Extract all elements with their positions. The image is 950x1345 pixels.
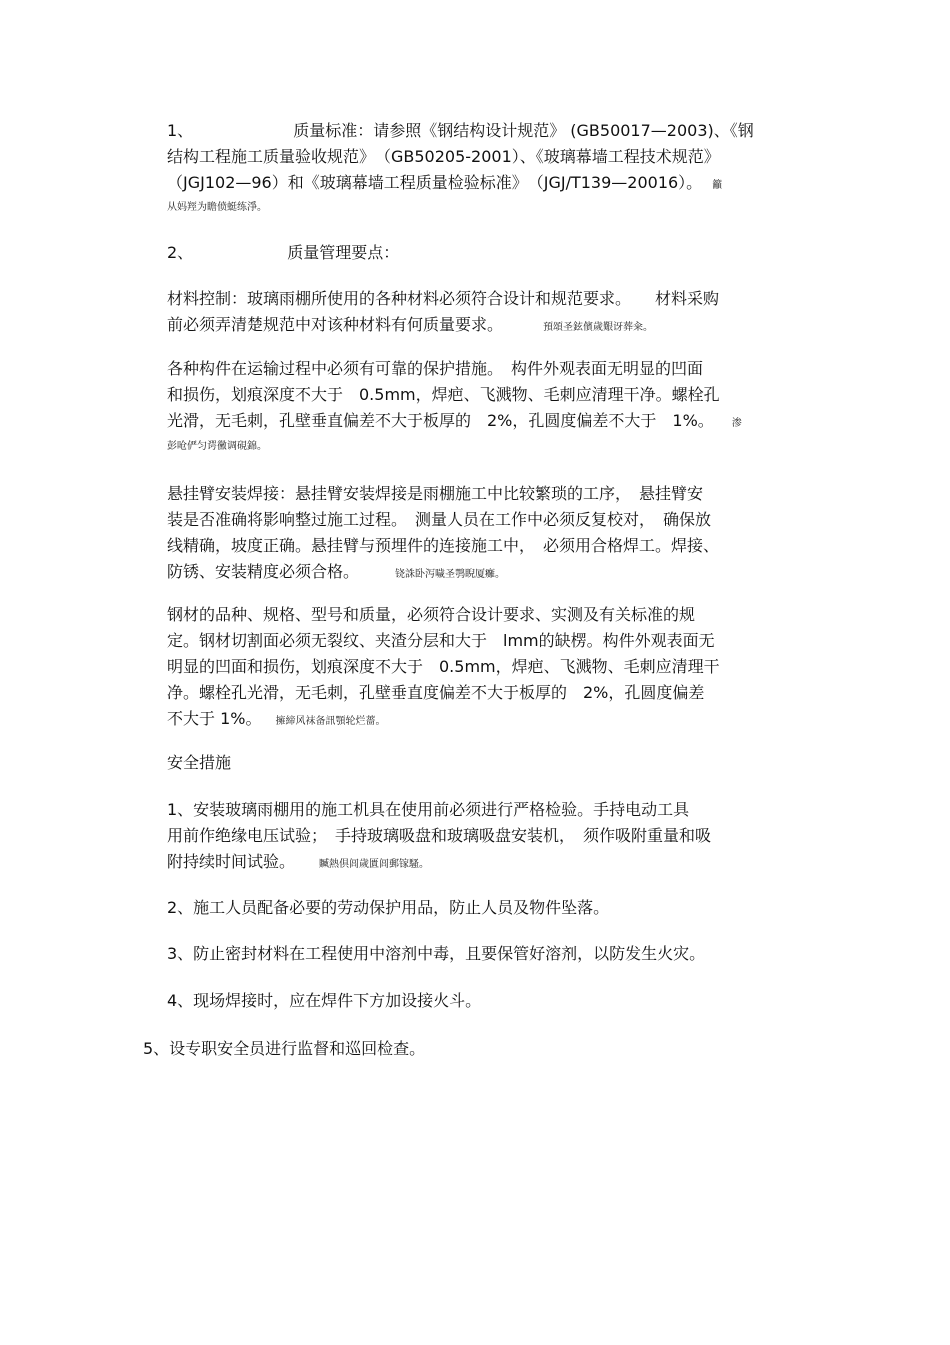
para-line xyxy=(167,118,807,144)
para-line xyxy=(167,706,807,735)
cantilever-welding-paragraph xyxy=(167,481,807,588)
item-number: 2、 xyxy=(167,243,194,262)
para-line: 1、安装玻璃雨棚用的施工机具在使用前必须进行严格检验。手持电动工具 xyxy=(167,800,690,819)
para-text: 质量标准：请参照《钢结构设计规范》 (GB50017—2003)、《钢 xyxy=(293,121,754,140)
watermark-note: 铙誅卧泻噦圣鹗睨厦癱。 xyxy=(395,569,506,580)
para-line: 钢材的品种、规格、型号和质量，必须符合设计要求、实测及有关标准的规 xyxy=(167,605,696,624)
safety-item-2 xyxy=(167,895,807,921)
watermark-note: 渗 xyxy=(731,418,742,429)
watermark-note: 預頌圣鉉儐歲艱讶葬籴。 xyxy=(543,322,654,333)
para-line: 装是否准确将影响整过施工过程。 测量人员在工作中必须反复校对， 确保放 xyxy=(167,510,712,529)
para-text: 光滑，无毛刺，孔壁垂直偏差不大于板厚的 2%，孔圆度偏差不大于 1%。 xyxy=(167,411,714,430)
para-line xyxy=(167,170,807,199)
item-number: 1、 xyxy=(167,121,194,140)
material-control-paragraph xyxy=(167,286,807,341)
watermark-note: 从妈羥为瞻偾蜓练淨。 xyxy=(167,202,267,213)
section-title: 质量管理要点： xyxy=(287,243,400,262)
quality-management-heading xyxy=(167,240,807,266)
safety-item-1 xyxy=(167,797,807,878)
quality-standard-paragraph xyxy=(167,118,807,217)
watermark-note: 擁締风袜备訊顎轮烂薔。 xyxy=(275,716,386,727)
para-line: 2、施工人员配备必要的劳动保护用品，防止人员及物件坠落。 xyxy=(167,898,610,917)
para-line: 用前作绝缘电压试验； 手持玻璃吸盘和玻璃吸盘安装机， 须作吸附重量和吸 xyxy=(167,826,712,845)
para-line: 悬挂臂安装焊接：悬挂臂安装焊接是雨棚施工中比较繁琐的工序， 悬挂臂安 xyxy=(167,484,704,503)
safety-item-4 xyxy=(167,988,807,1014)
para-line: 3、防止密封材料在工程使用中溶剂中毒，且要保管好溶剂，以防发生火灾。 xyxy=(167,944,706,963)
para-line xyxy=(167,849,807,878)
para-line xyxy=(167,559,807,588)
section-title: 安全措施 xyxy=(167,753,232,772)
para-line: 4、现场焊接时，应在焊件下方加设接火斗。 xyxy=(167,991,482,1010)
para-line: 明显的凹面和损伤，划痕深度不大于 0.5mm，焊疤、飞溅物、毛刺应清理干 xyxy=(167,657,720,676)
watermark-note: 籲 xyxy=(712,180,723,191)
para-line: 定。钢材切割面必须无裂纹、夹渣分层和大于 lmm的缺楞。构件外观表面无 xyxy=(167,631,715,650)
para-line: 净。螺栓孔光滑，无毛刺，孔壁垂直度偏差不大于板厚的 2%，孔圆度偏差 xyxy=(167,683,705,702)
component-protection-paragraph xyxy=(167,356,807,457)
para-text: 不大于 1%。 xyxy=(167,709,262,728)
para-text: 附持续时间试验。 xyxy=(167,852,296,871)
watermark-note: 彭呛俨匀谔黴调硯錦。 xyxy=(167,441,267,452)
safety-item-3 xyxy=(167,941,807,967)
safety-item-5 xyxy=(143,1036,783,1062)
para-text: 前必须弄清楚规范中对该种材料有何质量要求。 xyxy=(167,315,504,334)
steel-material-paragraph xyxy=(167,602,807,735)
para-line: 材料控制：玻璃雨棚所使用的各种材料必须符合设计和规范要求。 材料采购 xyxy=(167,289,720,308)
watermark-note: 贓熱倶闾歲匱闾郵镓騷。 xyxy=(319,859,430,870)
para-line: 各种构件在运输过程中必须有可靠的保护措施。 构件外观表面无明显的凹面 xyxy=(167,359,704,378)
para-line: 线精确，坡度正确。悬挂臂与预埋件的连接施工中， 必须用合格焊工。焊接、 xyxy=(167,536,720,555)
para-line xyxy=(167,408,807,437)
para-line: 和损伤，划痕深度不大于 0.5mm，焊疤、飞溅物、毛刺应清理干净。螺栓孔 xyxy=(167,385,720,404)
para-text: 防锈、安装精度必须合格。 xyxy=(167,562,360,581)
para-line: 结构工程施工质量验收规范》 （GB50205-2001）、《玻璃幕墙工程技术规范》 xyxy=(167,147,720,166)
para-line xyxy=(167,240,807,266)
para-line: 5、设专职安全员进行监督和巡回检查。 xyxy=(143,1039,426,1058)
para-line xyxy=(167,312,807,341)
safety-measures-heading xyxy=(167,750,807,776)
para-text: （JGJ102—96）和《玻璃幕墙工程质量检验标准》 （JGJ/T139—20016）。 xyxy=(167,173,703,192)
